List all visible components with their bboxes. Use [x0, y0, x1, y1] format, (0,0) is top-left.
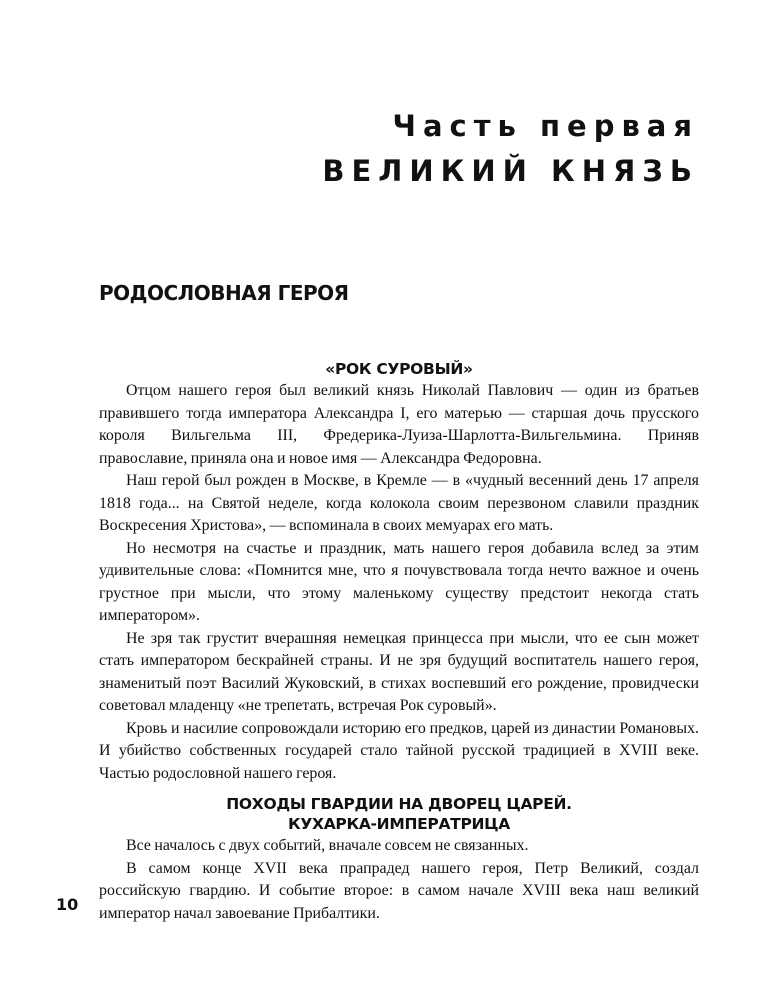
section-title-line: КУХАРКА-ИМПЕРАТРИЦА — [288, 815, 510, 833]
section-body-pohody-gvardii — [99, 835, 699, 925]
paragraph: Но несмотря на счастье и праздник, мать нашего героя добавила вслед за этим удивительные слова: «Помнится мне, что я почувствовала тогда нечто важное и очень грустное при мысли, что этому маленькому существу предстоит некогда стать императором». — [99, 539, 699, 624]
section-title-rok-surovyi — [99, 359, 699, 379]
part-heading — [59, 104, 699, 194]
section-title-line: ПОХОДЫ ГВАРДИИ НА ДВОРЕЦ ЦАРЕЙ. — [226, 795, 572, 813]
section-title-pohody-gvardii — [99, 794, 699, 834]
section-title-line: «РОК СУРОВЫЙ» — [325, 360, 473, 378]
paragraph: Наш герой был рожден в Москве, в Кремле — в «чудный весенний день 17 апреля 1818 года... на Святой неделе, когда колокола своим перезвоном славили праздник Воскресения Христова», — вспоминала в своих мемуарах его мать. — [99, 472, 699, 534]
paragraph: Все началось с двух событий, вначале совсем не связанных. — [126, 837, 529, 854]
paragraph: Кровь и насилие сопровождали историю его предков, царей из династии Романовых. И убийство собственных государей стало тайной русской традицией в XVIII веке. Частью родословной нашего героя. — [99, 719, 699, 782]
paragraph: Не зря так грустит вчерашняя немецкая принцесса при мысли, что ее сын может стать императором бескрайней страны. И не зря будущий воспитатель нашего героя, знаменитый поэт Василий Жуковский, в стихах воспевший его рождение, провидчески советовал младенцу «не трепетать, встречая Рок суровый». — [99, 629, 699, 714]
page-number: 10 — [56, 895, 79, 914]
paragraph: В самом конце XVII века прапрадед нашего героя, Петр Великий, создал российскую гвардию. И событие второе: в самом начале XVIII века наш великий император начал завоевание Прибалтики. — [99, 859, 699, 922]
part-title: ВЕЛИКИЙ КНЯЗЬ — [322, 154, 699, 188]
section-body-rok-surovyi — [99, 380, 699, 785]
chapter-title: РОДОСЛОВНАЯ ГЕРОЯ — [99, 281, 349, 305]
part-label: Часть первая — [392, 109, 699, 143]
paragraph: Отцом нашего героя был великий князь Николай Павлович — один из братьев правившего тогда императора Александра I, его матерью — старшая дочь прусского короля Вильгельма III, Фредерика-Луиза-Шарлотта-Вильгельмина. Приняв православие, приняла она и новое имя — Александра Федоровна. — [99, 382, 699, 467]
